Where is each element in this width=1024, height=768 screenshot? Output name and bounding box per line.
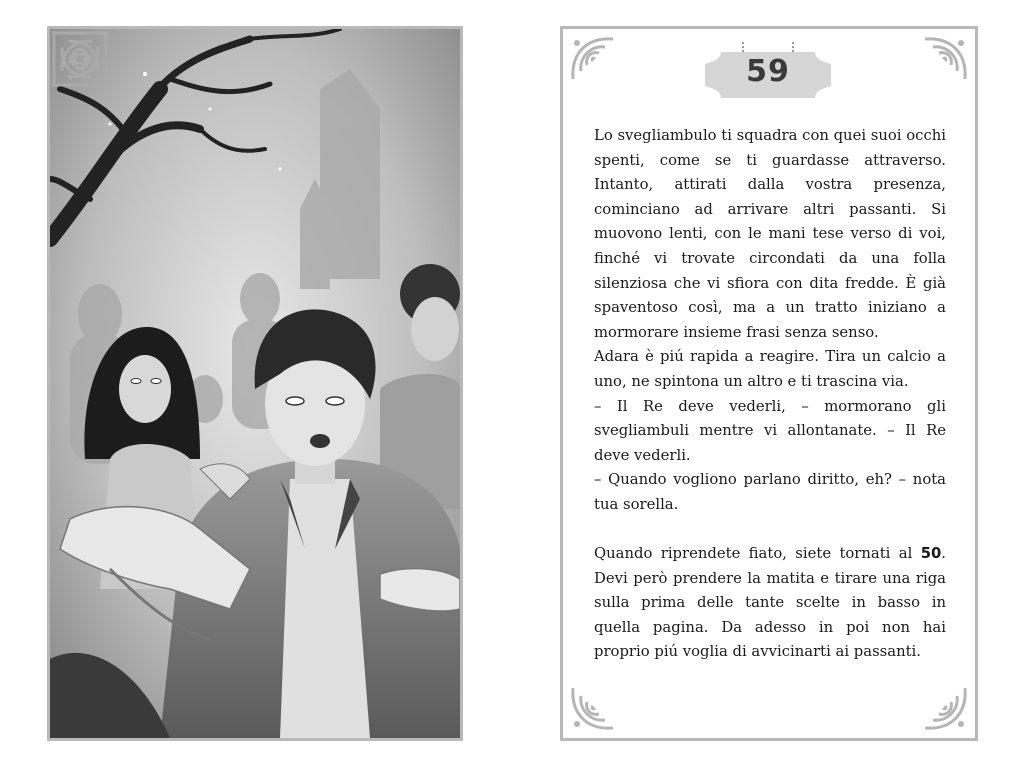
illustration	[50, 29, 460, 738]
final-paragraph	[594, 542, 946, 665]
story-text	[594, 124, 946, 665]
paragraph: Adara è piú rapida a reagire. Tira un calcio a uno, ne spintona un altro e ti trascina via.	[594, 348, 946, 390]
final-paragraph-start: Quando riprendete fiato, siete tornati al	[594, 545, 921, 563]
ornament-corner-top-right	[915, 31, 973, 89]
ornament-corner-bottom-right	[915, 678, 973, 736]
final-paragraph-end: . Devi però prendere la matita e tirare una riga sulla prima delle tante scelte in basso in quella pagina. Da adesso in poi non hai proprio piú voglia di avvicinarti ai passanti.	[594, 545, 946, 661]
paragraph: – Il Re deve vederli, – mormorano gli svegliambuli mentre vi allontanate. – Il Re deve vederli.	[594, 397, 946, 464]
paragraph: – Quando vogliono parlano diritto, eh? – nota tua sorella.	[594, 471, 946, 513]
paragraph-spacer	[594, 518, 946, 543]
section-link-number: 50	[920, 545, 942, 563]
ornament-corner-bottom-right	[50, 29, 108, 87]
ornament-corner-bottom-left	[565, 678, 623, 736]
section-number-plate	[703, 42, 833, 102]
ornament-corner-top-left	[565, 31, 623, 89]
illustration-page	[47, 26, 463, 741]
section-number: 59	[746, 54, 790, 89]
paragraph: Lo svegliambulo ti squadra con quei suoi occhi spenti, come se ti guardasse attraverso. Intanto, attirati dalla vostra presenza, cominciano ad arrivare altri passanti. Si muovono lenti, con le mani tese verso di voi, finché vi trovate circondati da una folla silenziosa che vi sfiora con dita fredde. È già spaventoso così, ma a un tratto iniziano a mormorare insieme frasi senza senso.	[594, 127, 946, 341]
